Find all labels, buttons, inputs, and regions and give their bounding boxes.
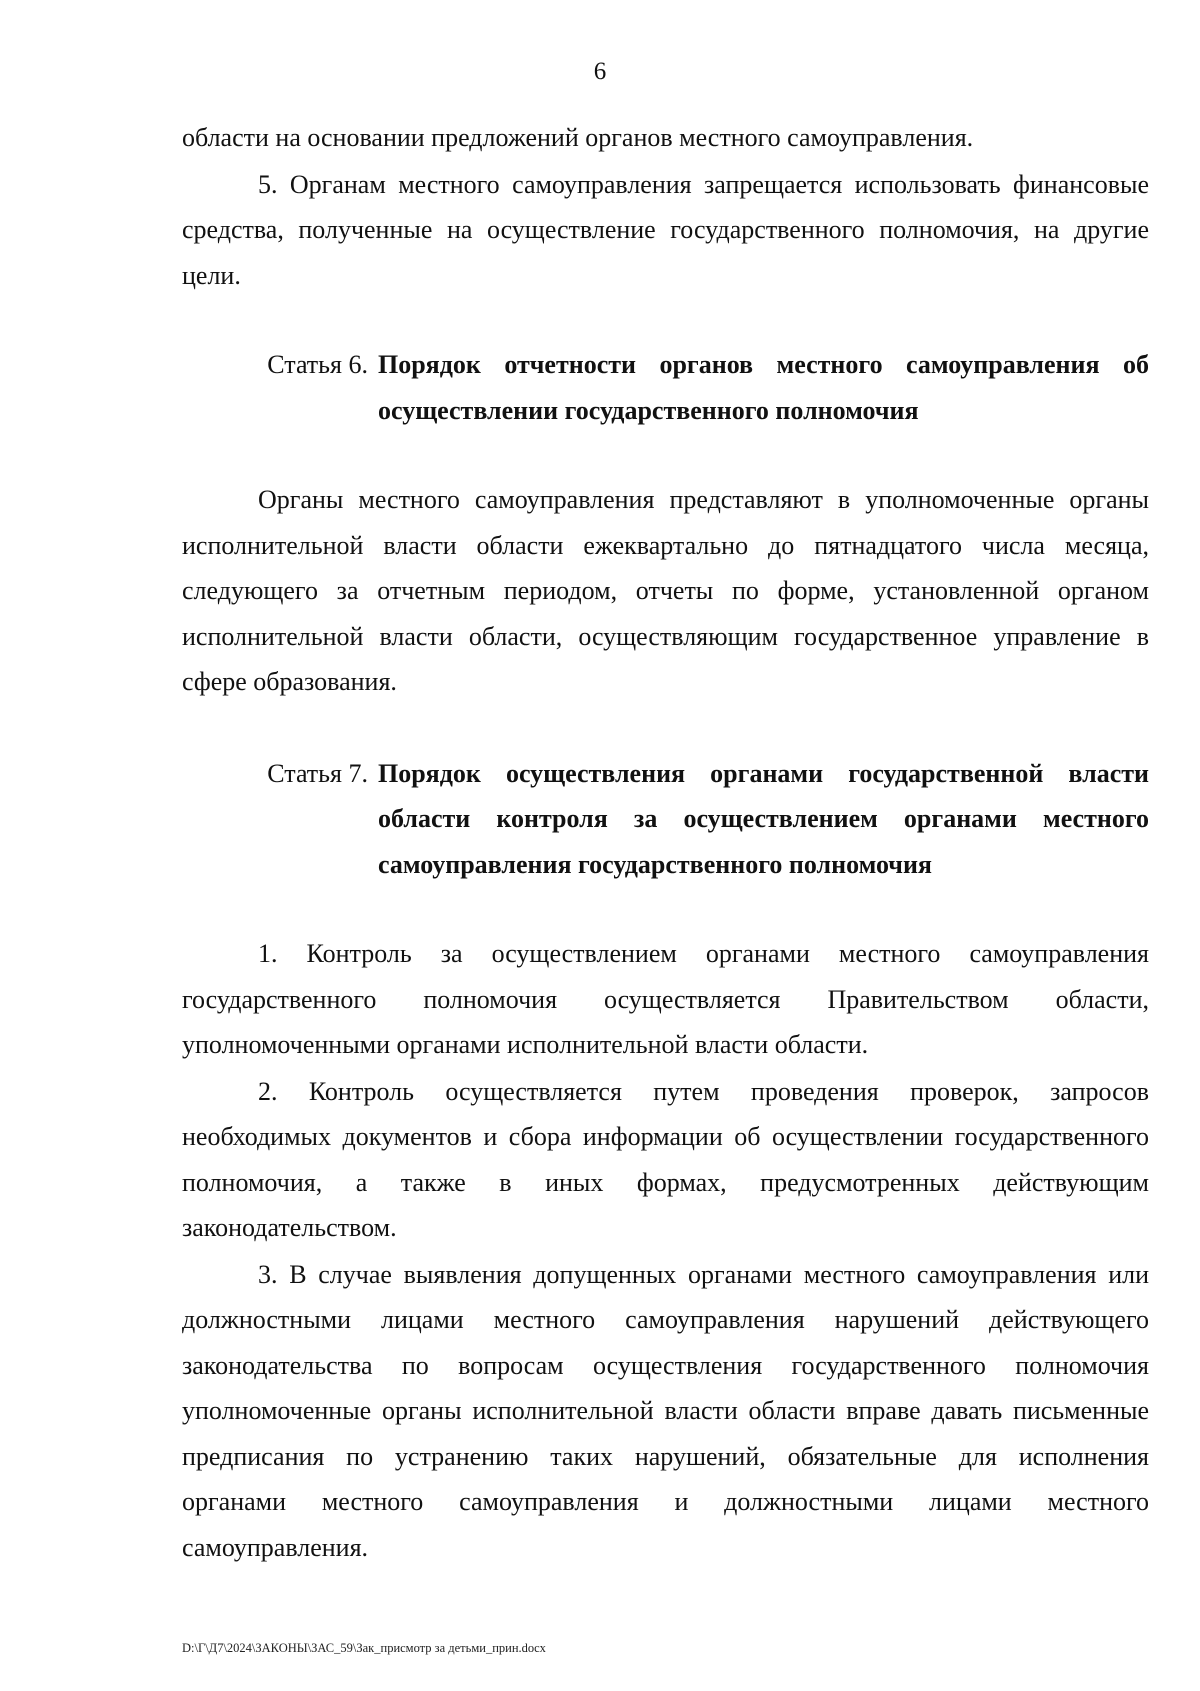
article-6-heading [182, 342, 1149, 433]
article-7-item-1: 1. Контроль за осуществлением органами местного самоуправления государственного полномочия осуществляется Правительством области, уполномоченными органами исполнительной власти области. [182, 939, 1149, 1059]
paragraph-item-5: 5. Органам местного самоуправления запрещается использовать финансовые средства, полученные на осуществление государственного полномочия, на другие цели. [182, 169, 1149, 290]
article-7-heading [182, 751, 1149, 888]
article-7-item-3: 3. В случае выявления допущенных органами местного самоуправления или должностными лицами местного самоуправления нарушений действующего законодательства по вопросам осуществления государственного полномочия уполномоченные органы исполнительной власти области вправе давать письменные предписания по устранению таких нарушений, обязательные для исполнения органами местного самоуправления и должностными лицами местного самоуправления. [182, 1259, 1149, 1562]
document-body [182, 115, 1149, 1570]
article-7-label: Статья 7. [267, 758, 368, 788]
article-6-label: Статья 6. [267, 350, 368, 379]
article-6-title: Порядок отчетности органов местного самоуправления об осуществлении государственного полномочия [378, 350, 1149, 425]
file-path-footer: D:\Г\Д7\2024\ЗАКОНЫ\ЗАС_59\Зак_присмотр за детьми_прин.docx [182, 1641, 546, 1655]
article-7-item-2: 2. Контроль осуществляется путем проведения проверок, запросов необходимых документов и сбора информации об осуществлении государственного полномочия, а также в иных формах, предусмотренных действующим законодательством. [182, 1076, 1149, 1242]
article-7-title: Порядок осуществления органами государственной власти области контроля за осуществлением органами местного самоуправления государственного полномочия [378, 758, 1149, 879]
paragraph-continuation: области на основании предложений органов местного самоуправления. [182, 123, 974, 152]
page-number: 6 [593, 58, 607, 85]
article-6-text: Органы местного самоуправления представляют в уполномоченные органы исполнительной власти области ежеквартально до пятнадцатого числа месяца, следующего за отчетным периодом, отчеты по форме, установленной органом исполнительной власти области, осуществляющим государственное управление в сфере образования. [182, 485, 1149, 696]
